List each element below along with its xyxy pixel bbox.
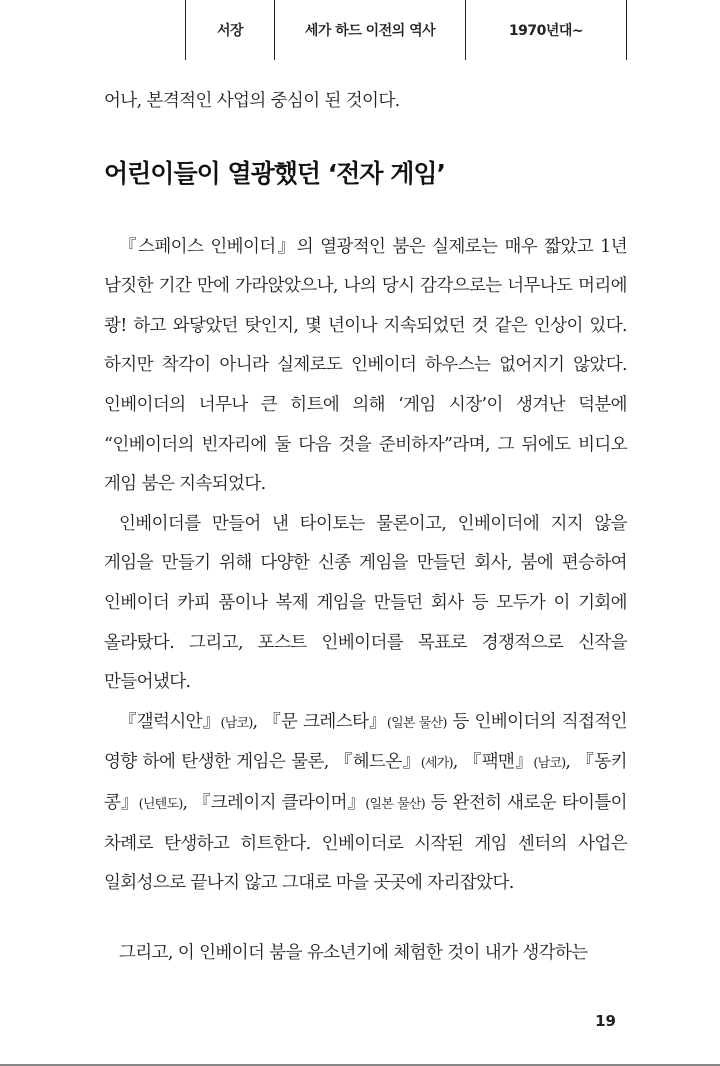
paragraph-4: 그리고, 이 인베이더 붐을 유소년기에 체험한 것이 내가 생각하는: [119, 942, 588, 963]
text-span: 등 완전히 새로운 타이틀이 차례로 탄생하고 히트한다. 인베이더로 시작된 게임 센터의 사업은 일회성으로 끝나지 않고 그대로 마을 곳곳에 자리잡았다.: [104, 792, 627, 894]
nav-tab-history[interactable]: 세가 하드 이전의 역사: [274, 0, 465, 60]
publisher-note: (남코): [220, 715, 253, 731]
chapter-nav: [185, 0, 627, 60]
nav-tab-1970s[interactable]: 1970년대~: [465, 0, 627, 60]
publisher-note: (남코): [533, 756, 566, 772]
paragraph-gap: [104, 904, 627, 934]
publisher-note: (세가): [420, 756, 453, 772]
paragraph-1: 『스페이스 인베이더』의 열광적인 붐은 실제로는 매우 짧았고 1년 남짓한 기간 만에 가라앉았으나, 나의 당시 감각으로는 너무나도 머리에 쾅! 하고 와닿았던 탓인지, 몇 년이나 지속되었던 것 같은 인상이 있다. 하지만 착각이 아니라 실제로도 인베이더 하우스는 없어지기 않았다. 인베이더의 너무나 큰 히트에 의해 ‘게임 시장’이 생겨난 덕분에 “인베이더의 빈자리에 둘 다음 것을 준비하자”라며, 그 뒤에도 비디오 게임 붐은 지속되었다.: [104, 236, 627, 495]
text-span: , 『팩맨』: [452, 752, 534, 773]
text-span: 『갤럭시안』: [119, 711, 221, 732]
opening-line: 어나, 본격적인 사업의 중심이 된 것이다.: [104, 91, 400, 111]
text-span: 등 인베이더의 직접적인 영향 하에 탄생한 게임은 물론, 『헤드온』: [104, 711, 627, 773]
paragraph-3: [104, 703, 627, 904]
section-heading: 어린이들이 열광했던 ‘전자 게임’: [104, 158, 446, 188]
publisher-note: (일본 물산): [386, 715, 447, 731]
text-span: , 『동키 콩』: [104, 752, 627, 813]
nav-tab-prologue[interactable]: 서장: [185, 0, 274, 60]
text-span: , 『크레이지 클라이머』: [182, 792, 366, 813]
page-body: [104, 82, 627, 973]
paragraph-2: 인베이더를 만들어 낸 타이토는 물론이고, 인베이더에 지지 않을 게임을 만들기 위해 다양한 신종 게임을 만들던 회사, 붐에 편승하여 인베이더 카피 품이나 복제 게임을 만들던 회사 등 모두가 이 기회에 올라탔다. 그리고, 포스트 인베이더를 목표로 경쟁적으로 신작을 만들어냈다.: [104, 513, 627, 693]
publisher-note: (일본 물산): [365, 796, 425, 812]
page-number: 19: [595, 1012, 616, 1030]
publisher-note: (닌텐도): [138, 796, 183, 812]
text-span: , 『문 크레스타』: [252, 711, 387, 732]
